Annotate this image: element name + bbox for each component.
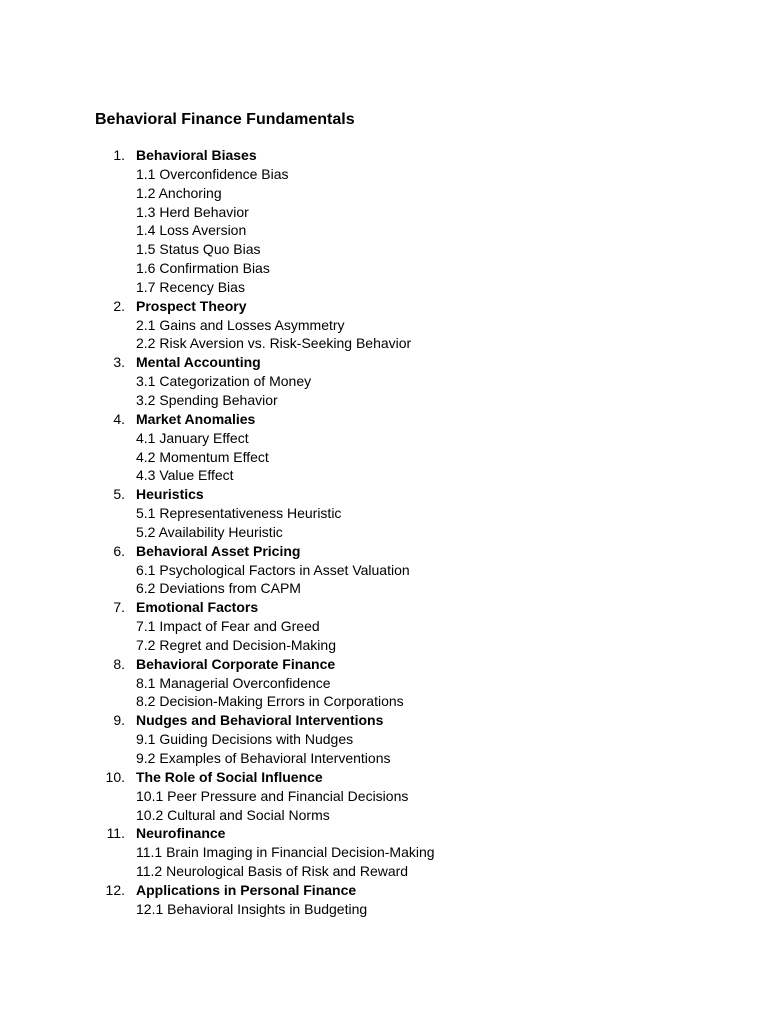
- subsection-title: 11.1 Brain Imaging in Financial Decision-Making: [136, 844, 435, 861]
- subsection-title: 10.1 Peer Pressure and Financial Decisions: [136, 787, 409, 804]
- outline-section: [0, 410, 768, 429]
- outline-subsection: [0, 806, 768, 825]
- section-number: 8.: [113, 655, 125, 672]
- outline-subsection: [0, 787, 768, 806]
- subsection-title: 8.2 Decision-Making Errors in Corporations: [136, 693, 404, 710]
- subsection-title: 2.1 Gains and Losses Asymmetry: [136, 316, 345, 333]
- outline-subsection: [0, 523, 768, 542]
- subsection-title: 10.2 Cultural and Social Norms: [136, 806, 330, 823]
- section-number: 5.: [113, 486, 125, 503]
- subsection-title: 3.2 Spending Behavior: [136, 391, 278, 408]
- section-title: The Role of Social Influence: [136, 768, 323, 785]
- outline-subsection: [0, 429, 768, 448]
- outline-section: [0, 655, 768, 674]
- section-title: Emotional Factors: [136, 599, 259, 616]
- outline-section: [0, 485, 768, 504]
- section-number: 9.: [113, 712, 125, 729]
- document-title: Behavioral Finance Fundamentals: [95, 111, 355, 128]
- outline-subsection: [0, 636, 768, 655]
- subsection-title: 1.2 Anchoring: [136, 184, 222, 201]
- outline-subsection: [0, 561, 768, 580]
- outline-subsection: [0, 165, 768, 184]
- outline-section: [0, 542, 768, 561]
- section-title: Nudges and Behavioral Interventions: [136, 712, 384, 729]
- outline-subsection: [0, 900, 768, 919]
- outline-subsection: [0, 692, 768, 711]
- outline-subsection: [0, 749, 768, 768]
- subsection-title: 6.1 Psychological Factors in Asset Valuation: [136, 561, 410, 578]
- outline-subsection: [0, 334, 768, 353]
- outline-subsection: [0, 466, 768, 485]
- outline-subsection: [0, 862, 768, 881]
- outline-subsection: [0, 259, 768, 278]
- section-title: Behavioral Asset Pricing: [136, 542, 301, 559]
- outline-subsection: [0, 617, 768, 636]
- outline-section: [0, 297, 768, 316]
- outline-subsection: [0, 221, 768, 240]
- outline-section: [0, 768, 768, 787]
- subsection-title: 4.3 Value Effect: [136, 467, 234, 484]
- section-number: 2.: [113, 297, 125, 314]
- outline-list: [0, 146, 768, 919]
- subsection-title: 12.1 Behavioral Insights in Budgeting: [136, 900, 368, 917]
- outline-subsection: [0, 240, 768, 259]
- subsection-title: 1.1 Overconfidence Bias: [136, 165, 289, 182]
- section-title: Heuristics: [136, 486, 204, 503]
- subsection-title: 1.3 Herd Behavior: [136, 203, 249, 220]
- outline-section: [0, 824, 768, 843]
- section-title: Mental Accounting: [136, 354, 261, 371]
- subsection-title: 5.2 Availability Heuristic: [136, 523, 283, 540]
- outline-subsection: [0, 391, 768, 410]
- section-title: Neurofinance: [136, 825, 226, 842]
- subsection-title: 6.2 Deviations from CAPM: [136, 580, 301, 597]
- section-number: 4.: [113, 410, 125, 427]
- outline-subsection: [0, 372, 768, 391]
- subsection-title: 1.5 Status Quo Bias: [136, 241, 261, 258]
- section-title: Applications in Personal Finance: [136, 881, 357, 898]
- outline-subsection: [0, 203, 768, 222]
- section-number: 12.: [105, 881, 125, 898]
- section-number: 3.: [113, 354, 125, 371]
- section-title: Behavioral Biases: [136, 147, 257, 163]
- outline-section: [0, 711, 768, 730]
- outline-section: [0, 353, 768, 372]
- subsection-title: 1.7 Recency Bias: [136, 278, 245, 295]
- subsection-title: 1.6 Confirmation Bias: [136, 260, 270, 277]
- outline-subsection: [0, 448, 768, 467]
- outline-section: [0, 598, 768, 617]
- subsection-title: 4.2 Momentum Effect: [136, 448, 269, 465]
- subsection-title: 11.2 Neurological Basis of Risk and Reward: [136, 863, 409, 880]
- section-number: 11.: [106, 825, 125, 842]
- subsection-title: 7.1 Impact of Fear and Greed: [136, 618, 320, 635]
- subsection-title: 9.2 Examples of Behavioral Interventions: [136, 750, 391, 766]
- outline-subsection: [0, 843, 768, 862]
- section-title: Behavioral Corporate Finance: [136, 655, 336, 672]
- outline-subsection: [0, 504, 768, 523]
- section-title: Prospect Theory: [136, 297, 247, 314]
- subsection-title: 2.2 Risk Aversion vs. Risk-Seeking Behavior: [136, 335, 412, 352]
- outline-subsection: [0, 316, 768, 335]
- subsection-title: 4.1 January Effect: [136, 429, 249, 446]
- outline-subsection: [0, 278, 768, 297]
- section-number: 7.: [113, 599, 125, 616]
- section-number: 6.: [113, 542, 125, 559]
- subsection-title: 8.1 Managerial Overconfidence: [136, 674, 331, 691]
- section-number: 1.: [113, 147, 125, 163]
- subsection-title: 7.2 Regret and Decision-Making: [136, 636, 336, 653]
- subsection-title: 9.1 Guiding Decisions with Nudges: [136, 731, 354, 748]
- outline-section: [0, 146, 768, 165]
- subsection-title: 3.1 Categorization of Money: [136, 373, 312, 390]
- outline-section: [0, 881, 768, 900]
- subsection-title: 1.4 Loss Aversion: [136, 222, 247, 239]
- outline-subsection: [0, 674, 768, 693]
- section-title: Market Anomalies: [136, 410, 256, 427]
- subsection-title: 5.1 Representativeness Heuristic: [136, 505, 342, 522]
- outline-subsection: [0, 579, 768, 598]
- section-number: 10.: [105, 768, 125, 785]
- outline-subsection: [0, 184, 768, 203]
- outline-subsection: [0, 730, 768, 749]
